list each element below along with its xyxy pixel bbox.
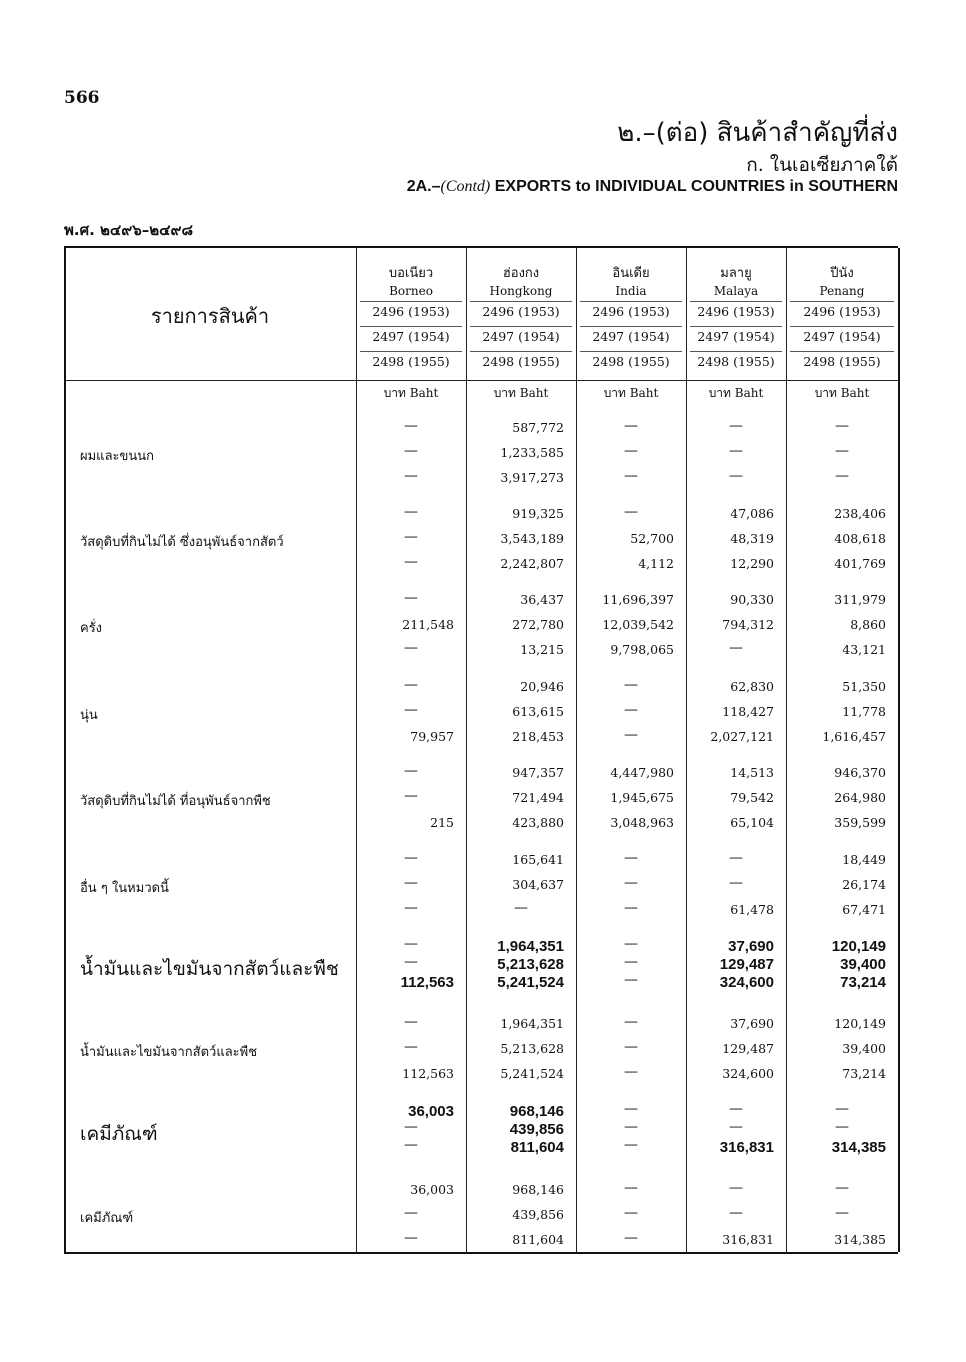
country-name-thai: ปีนัง — [830, 266, 854, 281]
value-cell: 112,563 — [402, 1066, 454, 1081]
value-cell: 5,213,628 — [497, 956, 564, 973]
value-cell: 43,121 — [842, 642, 886, 657]
year-label: 2496 (1953) — [592, 304, 670, 319]
page-title-english — [407, 178, 898, 196]
empty-dash: — — [404, 418, 418, 434]
value-cell: 968,146 — [509, 1103, 564, 1120]
value-cell: 1,964,351 — [497, 938, 564, 955]
value-cell: 3,543,189 — [500, 531, 564, 546]
empty-dash: — — [835, 468, 849, 484]
empty-dash: — — [624, 1039, 638, 1055]
empty-dash: — — [624, 1064, 638, 1080]
empty-dash: — — [729, 468, 743, 484]
unit-label: บาท Baht — [814, 386, 870, 400]
header-rule — [690, 301, 782, 302]
country-name-english: Penang — [819, 284, 865, 298]
value-cell: 316,831 — [719, 1139, 774, 1156]
year-label: 2497 (1954) — [482, 329, 560, 344]
year-rule — [790, 351, 894, 352]
year-label: 2496 (1953) — [803, 304, 881, 319]
value-cell: 11,778 — [842, 704, 886, 719]
value-cell: 129,487 — [722, 1041, 774, 1056]
value-cell: 3,048,963 — [610, 815, 674, 830]
value-cell: 423,880 — [512, 815, 564, 830]
value-cell: 12,290 — [730, 556, 774, 571]
row-label: น้ำมันและไขมันจากสัตว์และพืช — [80, 1045, 258, 1060]
country-name-english: Borneo — [389, 284, 433, 298]
value-cell: 112,563 — [400, 974, 454, 991]
year-rule — [470, 351, 572, 352]
empty-dash: — — [404, 1119, 418, 1135]
country-name-thai: มลายู — [720, 266, 752, 281]
value-cell: 90,330 — [730, 592, 774, 607]
empty-dash: — — [729, 443, 743, 459]
value-cell: 324,600 — [722, 1066, 774, 1081]
value-cell: 4,447,980 — [610, 765, 674, 780]
value-cell: 118,427 — [722, 704, 774, 719]
value-cell: 359,599 — [834, 815, 886, 830]
empty-dash: — — [404, 640, 418, 656]
row-label: วัสดุดิบที่กินไม่ได้ ซึ่งอนุพันธ์จากสัตว์ — [80, 535, 284, 550]
value-cell: 36,003 — [410, 1182, 454, 1197]
empty-dash: — — [729, 875, 743, 891]
value-cell: 120,149 — [834, 1016, 886, 1031]
value-cell: 36,003 — [408, 1103, 454, 1120]
row-label: อื่น ๆ ในหมวดนี้ — [80, 881, 169, 896]
year-rule — [580, 326, 682, 327]
value-cell: 37,690 — [730, 1016, 774, 1031]
year-label: 2498 (1955) — [697, 354, 775, 369]
value-cell: 439,856 — [509, 1121, 564, 1138]
empty-dash: — — [624, 875, 638, 891]
empty-dash: — — [624, 954, 638, 970]
year-rule — [690, 326, 782, 327]
value-cell: 613,615 — [512, 704, 564, 719]
empty-dash: — — [729, 1180, 743, 1196]
value-cell: 65,104 — [730, 815, 774, 830]
value-cell: 73,214 — [842, 1066, 886, 1081]
value-cell: 1,964,351 — [500, 1016, 564, 1031]
value-cell: 946,370 — [834, 765, 886, 780]
empty-dash: — — [404, 763, 418, 779]
empty-dash: — — [404, 1205, 418, 1221]
empty-dash: — — [404, 954, 418, 970]
country-name-thai: อินเดีย — [612, 266, 650, 281]
value-cell: 9,798,065 — [610, 642, 674, 657]
empty-dash: — — [624, 900, 638, 916]
empty-dash: — — [624, 418, 638, 434]
value-cell: 5,241,524 — [497, 974, 564, 991]
value-cell: 5,213,628 — [500, 1041, 564, 1056]
empty-dash: — — [404, 590, 418, 606]
value-cell: 721,494 — [512, 790, 564, 805]
value-cell: 13,215 — [520, 642, 564, 657]
year-label: 2498 (1955) — [482, 354, 560, 369]
value-cell: 324,600 — [719, 974, 774, 991]
country-name-thai: ฮ่องกง — [502, 266, 540, 281]
item-column-header: รายการสินค้า — [150, 304, 270, 328]
value-cell: 61,478 — [730, 902, 774, 917]
value-cell: 408,618 — [834, 531, 886, 546]
empty-dash: — — [404, 900, 418, 916]
empty-dash: — — [624, 702, 638, 718]
value-cell: 587,772 — [512, 420, 564, 435]
row-label: นุ่น — [80, 708, 98, 723]
year-label: 2496 (1953) — [482, 304, 560, 319]
value-cell: 8,860 — [850, 617, 886, 632]
empty-dash: — — [624, 468, 638, 484]
row-label: เคมีภัณฑ์ — [80, 1211, 134, 1226]
year-rule — [690, 351, 782, 352]
value-cell: 794,312 — [722, 617, 774, 632]
title-en-prefix: 2A.– — [406, 178, 441, 195]
empty-dash: — — [404, 1039, 418, 1055]
header-rule — [790, 301, 894, 302]
empty-dash: — — [404, 529, 418, 545]
empty-dash: — — [624, 1137, 638, 1153]
empty-dash: — — [835, 1119, 849, 1135]
value-cell: 947,357 — [512, 765, 564, 780]
value-cell: 211,548 — [402, 617, 454, 632]
year-range: พ.ศ. ๒๔๙๖–๒๔๙๘ — [64, 221, 194, 239]
value-cell: 51,350 — [842, 679, 886, 694]
row-label: วัสดุดิบที่กินไม่ได้ ที่อนุพันธ์จากพืช — [80, 794, 271, 809]
page-number: 566 — [64, 88, 100, 108]
value-cell: 314,385 — [834, 1232, 886, 1247]
country-name-english: Hongkong — [489, 284, 553, 298]
unit-label: บาท Baht — [708, 386, 764, 400]
title-en-rest: EXPORTS to INDIVIDUAL COUNTRIES in SOUTHERN — [494, 178, 898, 195]
empty-dash: — — [404, 788, 418, 804]
value-cell: 238,406 — [834, 506, 886, 521]
year-label: 2496 (1953) — [372, 304, 450, 319]
year-label: 2498 (1955) — [372, 354, 450, 369]
unit-label: บาท Baht — [603, 386, 659, 400]
empty-dash: — — [404, 936, 418, 952]
row-label: น้ำมันและไขมันจากสัตว์และพืช — [80, 958, 339, 980]
country-name-english: India — [615, 284, 647, 298]
value-cell: 11,696,397 — [602, 592, 674, 607]
empty-dash: — — [835, 418, 849, 434]
empty-dash: — — [624, 727, 638, 743]
value-cell: 73,214 — [840, 974, 886, 991]
empty-dash: — — [624, 1101, 638, 1117]
empty-dash: — — [404, 554, 418, 570]
row-label: ครั่ง — [80, 621, 103, 636]
empty-dash: — — [624, 1230, 638, 1246]
value-cell: 968,146 — [512, 1182, 564, 1197]
value-cell: 1,233,585 — [500, 445, 564, 460]
exports-table — [64, 246, 898, 1254]
value-cell: 20,946 — [520, 679, 564, 694]
empty-dash: — — [404, 443, 418, 459]
empty-dash: — — [624, 504, 638, 520]
value-cell: 272,780 — [512, 617, 564, 632]
value-cell: 48,319 — [730, 531, 774, 546]
column-divider — [64, 248, 66, 1252]
empty-dash: — — [729, 1205, 743, 1221]
value-cell: 3,917,273 — [500, 470, 564, 485]
empty-dash: — — [514, 900, 528, 916]
value-cell: 919,325 — [512, 506, 564, 521]
empty-dash: — — [404, 1230, 418, 1246]
year-rule — [580, 351, 682, 352]
unit-label: บาท Baht — [493, 386, 549, 400]
empty-dash: — — [404, 850, 418, 866]
column-divider — [898, 248, 900, 1252]
year-label: 2497 (1954) — [372, 329, 450, 344]
year-label: 2498 (1955) — [803, 354, 881, 369]
value-cell: 311,979 — [834, 592, 886, 607]
value-cell: 2,027,121 — [710, 729, 774, 744]
value-cell: 215 — [430, 815, 454, 830]
value-cell: 12,039,542 — [602, 617, 674, 632]
title-en-contd: (Contd) — [440, 178, 491, 195]
row-label: ผมและขนนก — [80, 449, 155, 464]
year-rule — [470, 326, 572, 327]
value-cell: 316,831 — [722, 1232, 774, 1247]
empty-dash: — — [835, 1180, 849, 1196]
value-cell: 401,769 — [834, 556, 886, 571]
value-cell: 1,616,457 — [822, 729, 886, 744]
value-cell: 314,385 — [831, 1139, 886, 1156]
value-cell: 67,471 — [842, 902, 886, 917]
value-cell: 811,604 — [510, 1139, 564, 1156]
value-cell: 14,513 — [730, 765, 774, 780]
page-subtitle-thai: ก. ในเอเซียภาคใต้ — [746, 154, 898, 176]
empty-dash: — — [729, 1101, 743, 1117]
value-cell: 37,690 — [728, 938, 774, 955]
value-cell: 264,980 — [834, 790, 886, 805]
row-label: เคมีภัณฑ์ — [80, 1123, 158, 1145]
value-cell: 304,637 — [512, 877, 564, 892]
header-separator — [64, 380, 898, 381]
empty-dash: — — [624, 936, 638, 952]
value-cell: 26,174 — [842, 877, 886, 892]
value-cell: 39,400 — [840, 956, 886, 973]
value-cell: 52,700 — [630, 531, 674, 546]
empty-dash: — — [835, 1205, 849, 1221]
value-cell: 47,086 — [730, 506, 774, 521]
empty-dash: — — [729, 1119, 743, 1135]
value-cell: 18,449 — [842, 852, 886, 867]
value-cell: 36,437 — [520, 592, 564, 607]
unit-label: บาท Baht — [383, 386, 439, 400]
empty-dash: — — [835, 1101, 849, 1117]
header-rule — [360, 301, 462, 302]
empty-dash: — — [624, 1205, 638, 1221]
empty-dash: — — [835, 443, 849, 459]
year-label: 2496 (1953) — [697, 304, 775, 319]
year-rule — [790, 326, 894, 327]
year-label: 2498 (1955) — [592, 354, 670, 369]
empty-dash: — — [624, 850, 638, 866]
value-cell: 439,856 — [512, 1207, 564, 1222]
header-rule — [580, 301, 682, 302]
empty-dash: — — [404, 1014, 418, 1030]
value-cell: 62,830 — [730, 679, 774, 694]
empty-dash: — — [404, 875, 418, 891]
year-rule — [360, 326, 462, 327]
value-cell: 165,641 — [512, 852, 564, 867]
empty-dash: — — [404, 1137, 418, 1153]
empty-dash: — — [404, 702, 418, 718]
value-cell: 129,487 — [719, 956, 774, 973]
empty-dash: — — [404, 504, 418, 520]
empty-dash: — — [729, 850, 743, 866]
empty-dash: — — [624, 1180, 638, 1196]
value-cell: 1,945,675 — [610, 790, 674, 805]
empty-dash: — — [624, 677, 638, 693]
value-cell: 5,241,524 — [500, 1066, 564, 1081]
empty-dash: — — [624, 1014, 638, 1030]
year-rule — [360, 351, 462, 352]
value-cell: 2,242,807 — [500, 556, 564, 571]
value-cell: 4,112 — [638, 556, 674, 571]
value-cell: 79,542 — [730, 790, 774, 805]
empty-dash: — — [624, 972, 638, 988]
empty-dash: — — [729, 418, 743, 434]
year-label: 2497 (1954) — [803, 329, 881, 344]
year-label: 2497 (1954) — [697, 329, 775, 344]
empty-dash: — — [624, 1119, 638, 1135]
value-cell: 39,400 — [842, 1041, 886, 1056]
value-cell: 811,604 — [512, 1232, 564, 1247]
header-rule — [470, 301, 572, 302]
year-label: 2497 (1954) — [592, 329, 670, 344]
country-name-english: Malaya — [713, 284, 759, 298]
value-cell: 218,453 — [512, 729, 564, 744]
empty-dash: — — [624, 443, 638, 459]
value-cell: 120,149 — [831, 938, 886, 955]
empty-dash: — — [729, 640, 743, 656]
country-name-thai: บอเนียว — [388, 266, 434, 281]
value-cell: 79,957 — [410, 729, 454, 744]
empty-dash: — — [404, 468, 418, 484]
page-title-thai: ๒.–(ต่อ) สินค้าสำคัญที่ส่ง — [617, 118, 898, 148]
empty-dash: — — [404, 677, 418, 693]
